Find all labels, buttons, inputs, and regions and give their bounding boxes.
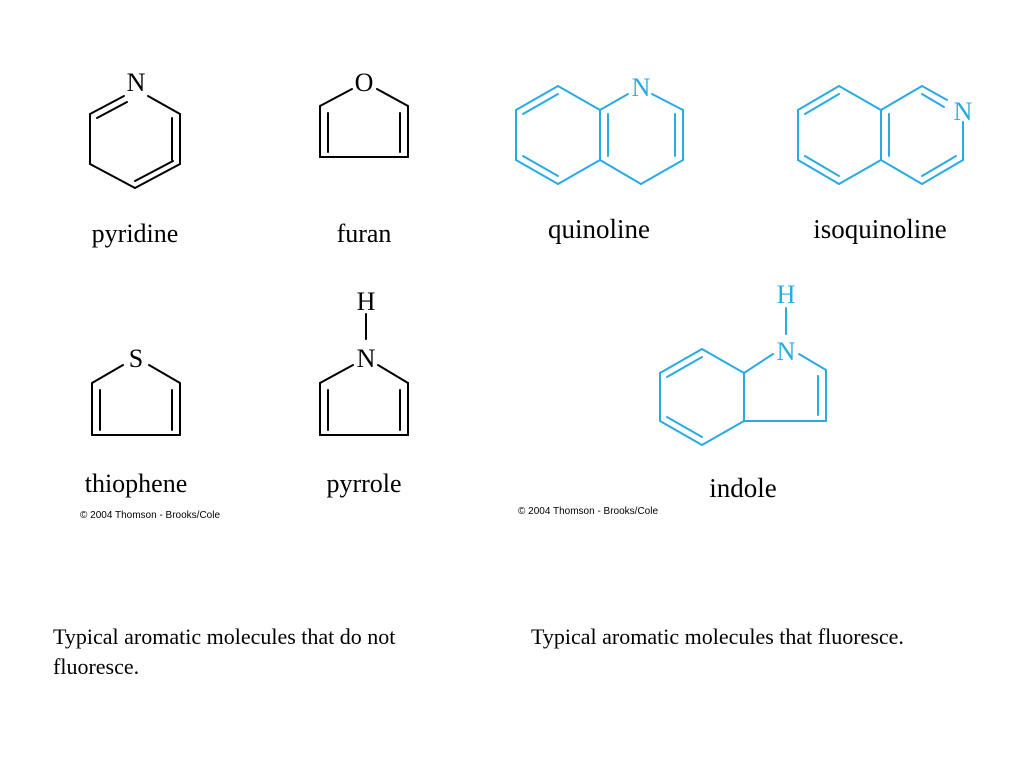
pyrrole-label: pyrrole [326, 469, 402, 498]
thiophene-structure [92, 344, 180, 435]
pyrrole-hydrogen-label: H [356, 287, 376, 316]
furan-oxygen-label: O [354, 68, 374, 97]
thiophene-label: thiophene [84, 469, 188, 498]
pyrrole-structure [320, 287, 408, 435]
quinoline-structure [516, 73, 683, 184]
quinoline-label: quinoline [548, 214, 650, 244]
isoquinoline-nitrogen-label: N [953, 97, 973, 126]
isoquinoline-label: isoquinoline [813, 214, 947, 244]
caption-fluorescent: Typical aromatic molecules that fluoresce. [531, 624, 904, 649]
pyridine-structure [90, 68, 180, 188]
pyridine-label: pyridine [91, 219, 179, 248]
indole-label: indole [709, 473, 777, 503]
isoquinoline-structure [798, 86, 973, 184]
indole-hydrogen-label: H [776, 280, 796, 309]
copyright-left: © 2004 Thomson - Brooks/Cole [80, 510, 221, 521]
copyright-right: © 2004 Thomson - Brooks/Cole [518, 506, 659, 517]
pyrrole-nitrogen-label: N [356, 344, 376, 373]
indole-structure [660, 280, 826, 445]
pyridine-nitrogen-label: N [126, 68, 146, 97]
furan-structure [320, 68, 408, 157]
quinoline-nitrogen-label: N [631, 73, 651, 102]
thiophene-sulfur-label: S [128, 344, 144, 373]
furan-label: furan [336, 219, 392, 248]
caption-nonfluorescent: Typical aromatic molecules that do not fluoresce. [53, 624, 396, 679]
indole-nitrogen-label: N [776, 337, 796, 366]
